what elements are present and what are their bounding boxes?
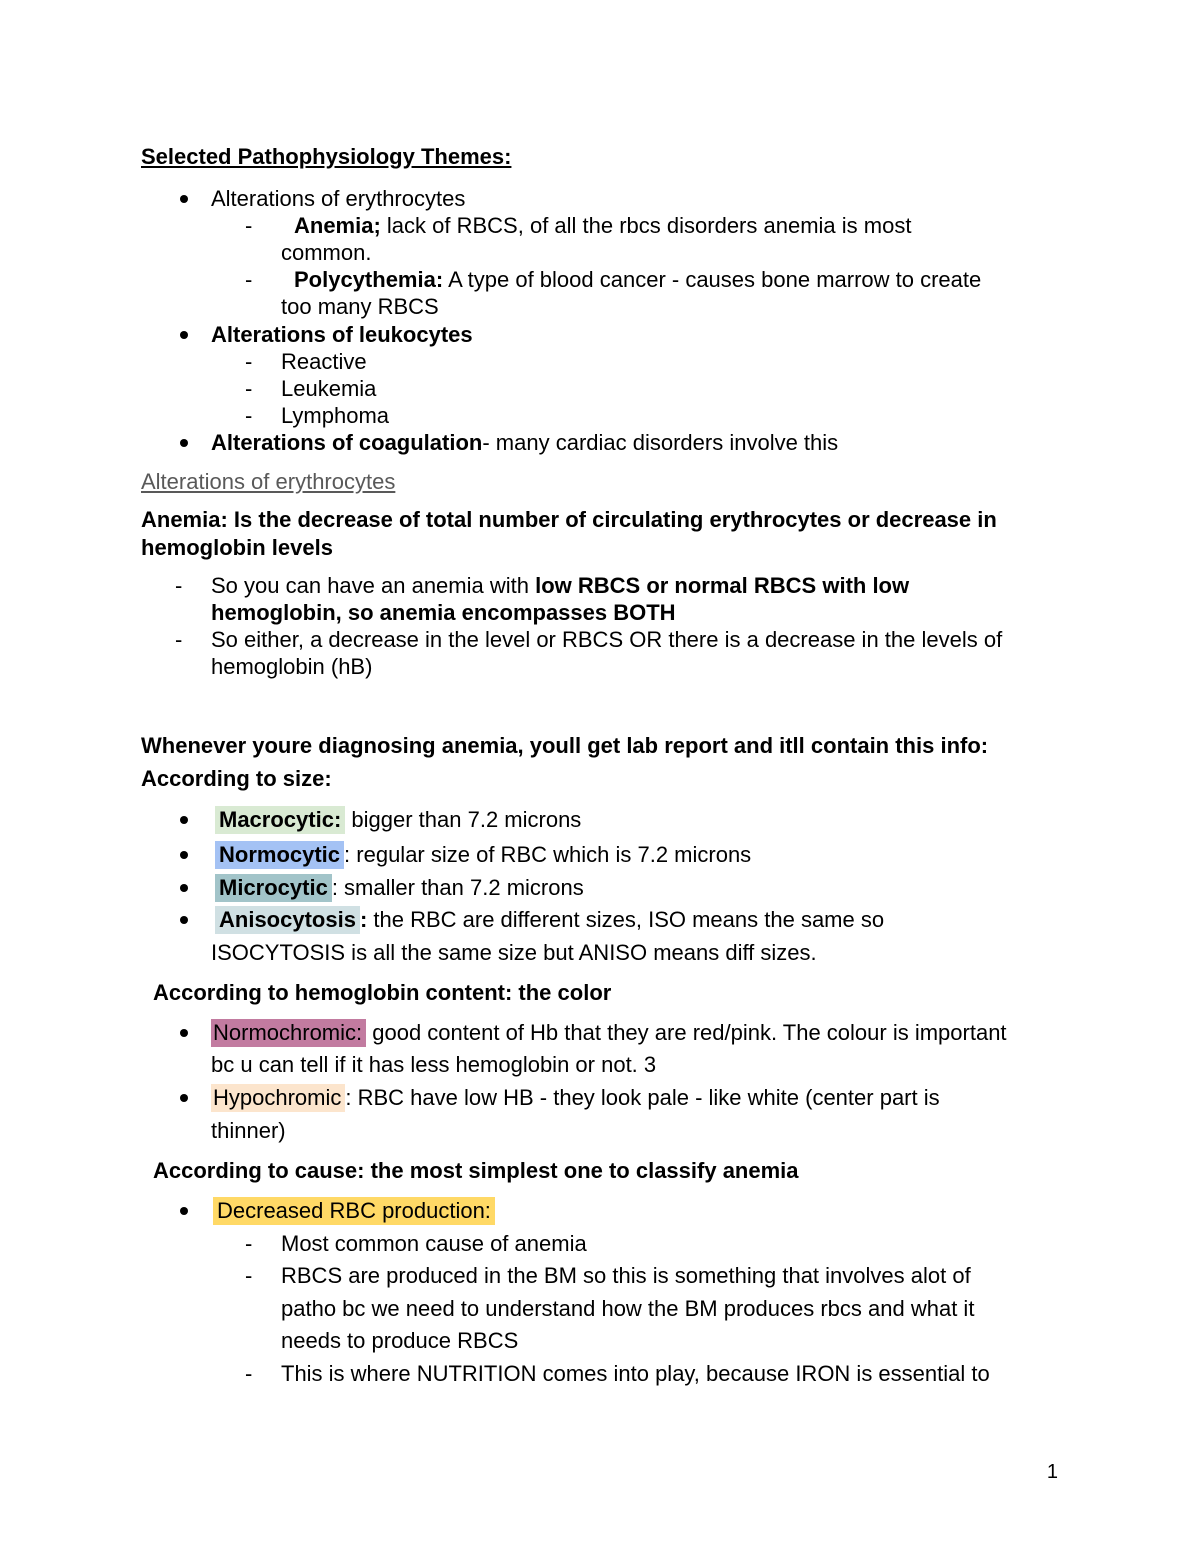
size-heading: According to size: [141, 766, 332, 791]
bullet [180, 331, 188, 339]
page-number: 1 [1046, 1461, 1058, 1483]
bullet [180, 816, 188, 824]
normocytic-label: Normocytic [215, 841, 344, 869]
leukocytes-reactive: Reactive [281, 349, 367, 374]
bullet [180, 916, 188, 924]
cause-detail-1: Most common cause of anemia [281, 1231, 587, 1256]
bullet [180, 851, 188, 859]
polycythemia-label: Polycythemia: [294, 267, 444, 292]
normochromic-label: Normochromic: [211, 1019, 366, 1047]
anemia-detail-1 [211, 572, 909, 600]
bullet [180, 195, 188, 203]
coagulation-text: - many cardiac disorders involve this [482, 430, 839, 455]
size-normocytic [215, 841, 751, 869]
theme-anemia [294, 212, 911, 240]
dash: - [245, 1263, 253, 1288]
normochromic-text: good content of Hb that they are red/pink. The colour is important [366, 1020, 1007, 1045]
anemia-detail-1-cont: hemoglobin, so anemia encompasses BOTH [211, 600, 676, 625]
macrocytic-text: bigger than 7.2 microns [345, 807, 582, 832]
size-anisocytosis-cont: ISOCYTOSIS is all the same size but ANISO means diff sizes. [211, 940, 817, 965]
bullet [180, 1094, 188, 1102]
anemia-text: lack of RBCS, of all the rbcs disorders anemia is most [380, 213, 912, 238]
anemia-detail-2-cont: hemoglobin (hB) [211, 654, 373, 679]
cause-heading: According to cause: the most simplest one to classify anemia [153, 1158, 799, 1183]
detail-plain: So you can have an anemia with [211, 573, 536, 598]
dash: - [245, 376, 253, 401]
microcytic-text: : smaller than 7.2 microns [331, 875, 584, 900]
cause-decreased-production [213, 1197, 495, 1225]
dash: - [245, 1231, 253, 1256]
cause-detail-2-cont2: needs to produce RBCS [281, 1328, 519, 1353]
size-anisocytosis [215, 906, 884, 934]
anemia-label: Anemia; [294, 213, 381, 238]
theme-polycythemia-cont: too many RBCS [281, 294, 439, 319]
decreased-production-label: Decreased RBC production: [213, 1197, 495, 1225]
anisocytosis-colon: : [359, 907, 368, 932]
polycythemia-text: A type of blood cancer - causes bone marrow to create [443, 267, 982, 292]
theme-leukocytes: Alterations of leukocytes [211, 322, 473, 347]
color-normochromic-cont: bc u can tell if it has less hemoglobin or not. 3 [211, 1052, 657, 1077]
anemia-detail-2: So either, a decrease in the level or RBCS OR there is a decrease in the levels of [211, 627, 1003, 652]
hypochromic-label: Hypochromic [211, 1084, 345, 1112]
section-heading: Alterations of erythrocytes [141, 469, 396, 494]
size-microcytic [215, 874, 584, 902]
coagulation-label: Alterations of coagulation [211, 430, 483, 455]
leukocytes-lymphoma: Lymphoma [281, 403, 390, 428]
cause-detail-2: RBCS are produced in the BM so this is something that involves alot of [281, 1263, 971, 1288]
diagnosing-heading: Whenever youre diagnosing anemia, youll get lab report and itll contain this info: [141, 733, 989, 758]
theme-anemia-cont: common. [281, 240, 372, 265]
color-normochromic [211, 1019, 1007, 1047]
color-hypochromic-cont: thinner) [211, 1118, 286, 1143]
leukocytes-leukemia: Leukemia [281, 376, 377, 401]
document-title: Selected Pathophysiology Themes: [141, 144, 512, 169]
theme-erythrocytes: Alterations of erythrocytes [211, 186, 466, 211]
anisocytosis-text: the RBC are different sizes, ISO means the same so [367, 907, 885, 932]
dash: - [175, 627, 183, 652]
dash: - [245, 403, 253, 428]
dash: - [245, 1361, 253, 1386]
dash: - [245, 267, 253, 292]
theme-polycythemia [294, 266, 981, 294]
cause-detail-3: This is where NUTRITION comes into play, because IRON is essential to [281, 1361, 990, 1386]
microcytic-label: Microcytic [215, 874, 332, 902]
cause-detail-2-cont: patho bc we need to understand how the BM produces rbcs and what it [281, 1296, 975, 1321]
bullet [180, 1029, 188, 1037]
color-hypochromic [211, 1084, 940, 1112]
detail-bold: low RBCS or normal RBCS with low [535, 573, 910, 598]
dash: - [245, 213, 253, 238]
macrocytic-label: Macrocytic: [215, 806, 345, 834]
hypochromic-text: : RBC have low HB - they look pale - like white (center part is [345, 1085, 940, 1110]
size-macrocytic [215, 806, 581, 834]
bullet [180, 1207, 188, 1215]
anemia-definition-cont: hemoglobin levels [141, 535, 333, 560]
bullet [180, 439, 188, 447]
bullet [180, 884, 188, 892]
color-heading: According to hemoglobin content: the color [153, 980, 612, 1005]
dash: - [245, 349, 253, 374]
anisocytosis-label: Anisocytosis [215, 906, 360, 934]
theme-coagulation [211, 429, 838, 457]
normocytic-text: : regular size of RBC which is 7.2 microns [344, 842, 752, 867]
anemia-definition: Anemia: Is the decrease of total number of circulating erythrocytes or decrease in [141, 507, 997, 532]
dash: - [175, 573, 183, 598]
